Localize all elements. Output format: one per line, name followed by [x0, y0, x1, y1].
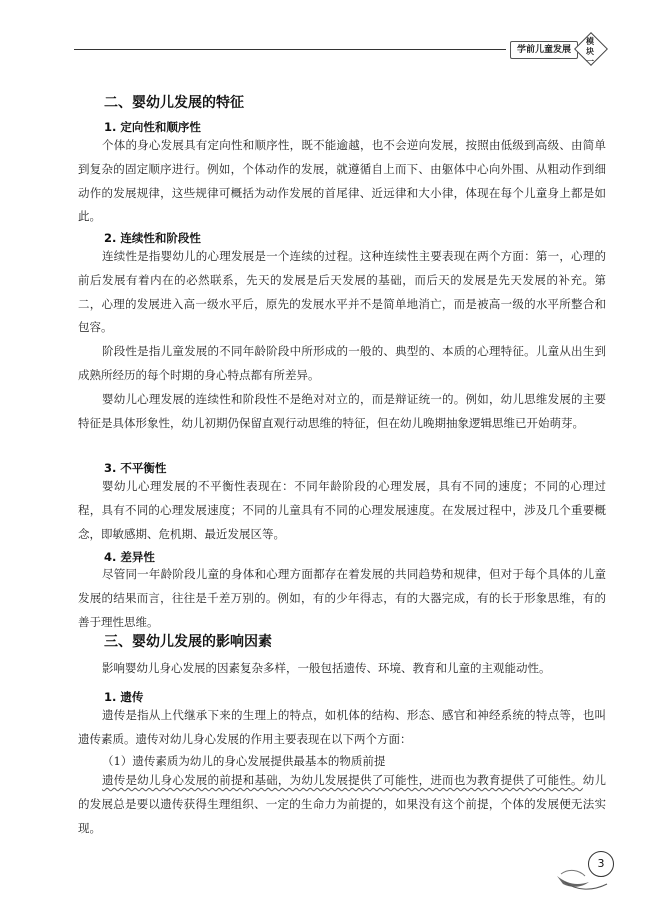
- paragraph-2-2-a: 连续性是指婴幼儿的心理发展是一个连续的过程。这种连续性主要表现在两个方面：第一，心理的前后发展有着内在的必然联系，先天的发展是后天发展的基础，而后天的发展是先天发展的补充。第二，心理的发展进入高一级水平后，原先的发展水平并不是简单地消亡，而是被高一级的水平所整合和包容。: [78, 249, 606, 335]
- badge-char-3: 一: [586, 57, 594, 66]
- page-number: 3: [588, 851, 614, 877]
- subsection-title-2-1: 1. 定向性和顺序性: [104, 120, 201, 134]
- paragraph-2-2-b: 阶段性是指儿童发展的不同年龄阶段中所形成的一般的、典型的、本质的心理特征。儿童从出生到成熟所经历的每个时期的身心特点都有所差异。: [78, 344, 606, 382]
- point-3-1-1: （1）遗传素质为幼儿的身心发展提供最基本的物质前提: [102, 754, 386, 768]
- paragraph-2-2-c: 婴幼儿心理发展的连续性和阶段性不是绝对对立的，而是辩证统一的。例如，幼儿思维发展的主要特征是具体形象性，幼儿初期仍保留直观行动思维的特征，但在幼儿晚期抽象逻辑思维已开始萌芽。: [78, 392, 606, 430]
- module-badge-label: [574, 37, 606, 67]
- paragraph-3-1-2: [78, 769, 606, 840]
- module-badge: [574, 32, 606, 64]
- paragraph-3-1-2-rest: 幼儿的发展总是要以遗传获得生理组织、一定的生命力为前提的，如果没有这个前提，个体的发展便无法实现。: [78, 773, 607, 835]
- subsection-title-2-2: 2. 连续性和阶段性: [104, 231, 201, 245]
- subsection-title-3-1: 1. 遗传: [104, 690, 144, 704]
- badge-char-2: 块: [586, 47, 594, 56]
- emphasis-wavy-text: 遗传是幼儿身心发展的前提和基础，为幼儿发展提供了可能性，进而也为教育提供了可能性。: [102, 773, 583, 787]
- module-title-tab: 学前儿童发展: [510, 41, 578, 59]
- section-title-2: 二、婴幼儿发展的特征: [104, 95, 244, 111]
- subsection-title-2-3: 3. 不平衡性: [104, 461, 167, 475]
- header-rule: [74, 49, 506, 50]
- paragraph-3-intro: 影响婴幼儿身心发展的因素复杂多样，一般包括遗传、环境、教育和儿童的主观能动性。: [102, 661, 551, 675]
- paragraph-2-3: 婴幼儿心理发展的不平衡性表现在：不同年龄阶段的心理发展，具有不同的速度；不同的心理过程，具有不同的心理发展速度；不同的儿童具有不同的心理发展速度。在发展过程中，涉及几个重要概念，即敏感期、危机期、最近发展区等。: [78, 479, 606, 541]
- subsection-title-2-4: 4. 差异性: [104, 550, 155, 564]
- paragraph-2-1: 个体的身心发展具有定向性和顺序性，既不能逾越，也不会逆向发展，按照由低级到高级、由简单到复杂的固定顺序进行。例如，个体动作的发展，就遵循自上而下、由躯体中心向外围、从粗动作到细动作的发展规律，这些规律可概括为动作发展的首尾律、近远律和大小律，体现在每个儿童身上都是如此。: [78, 138, 606, 224]
- paragraph-2-4: 尽管同一年龄阶段儿童的身体和心理方面都存在着发展的共同趋势和规律，但对于每个具体的儿童发展的结果而言，往往是千差万别的。例如，有的少年得志，有的大器完成，有的长于形象思维，有的善于理性思维。: [78, 567, 606, 629]
- paragraph-3-1: 遗传是指从上代继承下来的生理上的特点，如机体的结构、形态、感官和神经系统的特点等，也叫遗传素质。遗传对幼儿身心发展的作用主要表现在以下两个方面：: [78, 708, 606, 746]
- section-title-3: 三、婴幼儿发展的影响因素: [104, 634, 272, 650]
- badge-char-1: 模: [586, 37, 594, 46]
